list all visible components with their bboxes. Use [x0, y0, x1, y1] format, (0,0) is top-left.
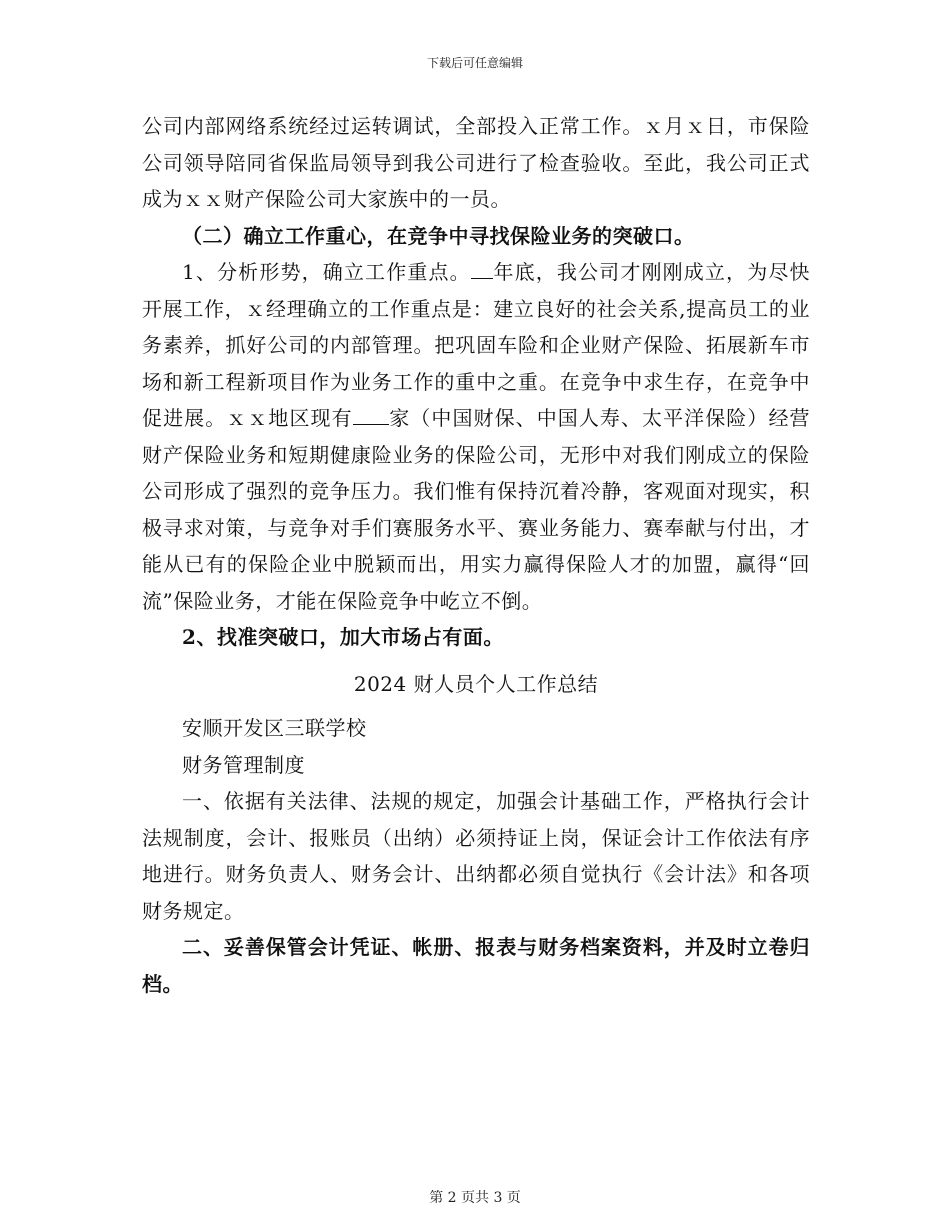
section-heading-breakthrough: 2、找准突破口，加大市场占有面。 [182, 625, 504, 649]
page-footer: 第 2 页共 3 页 [429, 1190, 521, 1206]
paragraph-rules-heading: 财务管理制度 [182, 752, 305, 777]
document-body [142, 108, 810, 1002]
paragraph-analysis [142, 254, 810, 619]
document-title: 2024 财人员个人工作总结 [353, 671, 599, 696]
blank-underline-count [353, 404, 389, 425]
page-header: 下载后可任意编辑 [426, 56, 523, 70]
paragraph-analysis-part-3: 家（中国财保、中国人寿、太平洋保险）经营财产保险业务和短期健康险业务的保险公司，无形中对我们刚成立的保险公司形成了强烈的竞争压力。我们惟有保持沉着冷静，客观面对现实，积极寻求对策，与竞争对手们赛服务水平、赛业务能力、赛奉献与付出，才能从已有的保险企业中脱颖而出，用实力赢得保险人才的加盟，赢得“回流”保险业务，才能在保险竞争中屹立不倒。 [142, 406, 811, 613]
paragraph-school-name: 安顺开发区三联学校 [182, 716, 367, 740]
paragraph-company-network: 公司内部网络系统经过运转调试，全部投入正常工作。ｘ月ｘ日，市保险公司领导陪同省保监局领导到我公司进行了检查验收。至此，我公司正式成为ｘｘ财产保险公司大家族中的一员。 [142, 114, 810, 211]
paragraph-rule-one: 一、依据有关法律、法规的规定，加强会计基础工作，严格执行会计法规制度，会计、报账员（出纳）必须持证上岗，保证会计工作依法有序地进行。财务负责人、财务会计、出纳都必须自觉执行《会计法》和各项财务规定。 [142, 789, 810, 923]
paragraph-analysis-part-1: 1、分析形势，确立工作重点。 [182, 260, 471, 284]
paragraph-analysis-part-2: 年底，我公司才刚刚成立，为尽快开展工作，ｘ经理确立的工作重点是：建立良好的社会关系,提高员工的业务素养，抓好公司的内部管理。把巩固车险和企业财产保险、拓展新车市场和新工程新项目作为业务工作的重中之重。在竞争中求生存，在竞争中促进展。ｘｘ地区现有 [142, 260, 811, 430]
section-heading-rule-two: 二、妥善保管会计凭证、帐册、报表与财务档案资料，并及时立卷归档。 [142, 935, 810, 996]
section-heading-work-focus: （二）确立工作重心，在竞争中寻找保险业务的突破口。 [182, 223, 695, 248]
blank-underline-year [471, 258, 493, 279]
